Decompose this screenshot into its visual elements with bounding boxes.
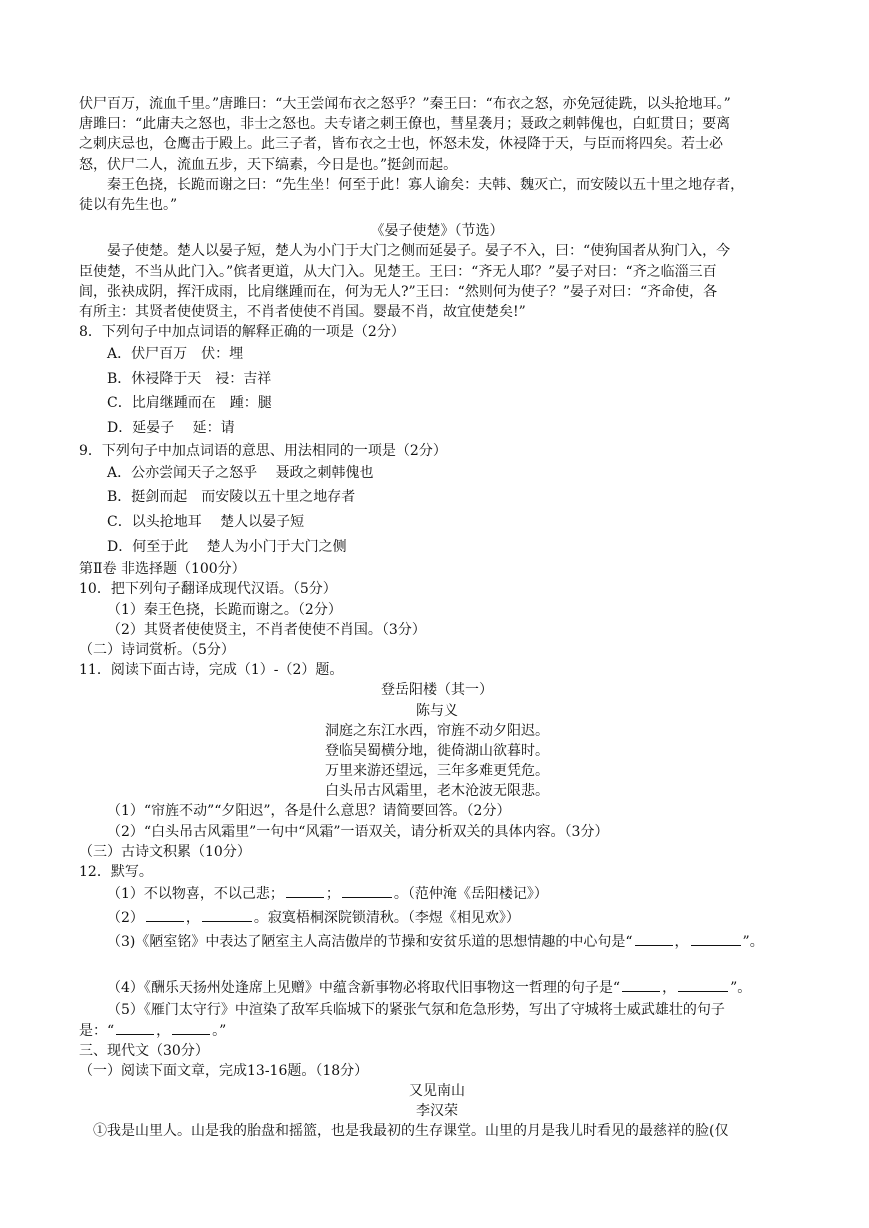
section-subtitle: （一）阅读下面文章，完成13-16题。（18分） bbox=[79, 1062, 369, 1079]
dictation-5: （5）《雁门太守行》中渲染了敌军兵临城下的紧张气氛和危急形势，写出了守城将士威武雄壮的句子 bbox=[107, 1002, 725, 1019]
passage-line: 伏尸百万，流血千里。”唐雎曰：“大王尝闻布衣之怒乎？”秦王曰：“布衣之怒，亦免冠徒跣，以头抢地耳。” bbox=[79, 96, 731, 112]
answer-blank[interactable] bbox=[172, 1020, 210, 1035]
poem-line: 洞庭之东江水西，帘旌不动夕阳迟。 bbox=[325, 722, 549, 739]
passage-line: 唐雎曰：“此庸夫之怒也，非士之怒也。夫专诸之刺王僚也，彗星袭月；聂政之刺韩傀也，白虹贯日；要离 bbox=[79, 116, 731, 133]
option-b: B．休祲降于天 祲：吉祥 bbox=[107, 370, 272, 387]
answer-blank[interactable] bbox=[286, 883, 324, 898]
poem bbox=[79, 680, 795, 842]
section-modern-text bbox=[79, 1041, 795, 1142]
option-b: B．挺剑而起 而安陵以五十里之地存者 bbox=[107, 489, 356, 506]
dictation-4: （4）《酬乐天扬州处逢席上见赠》中蕴含新事物必将取代旧事物这一哲理的句子是“ ， ”。 bbox=[79, 976, 795, 1000]
question-8 bbox=[79, 322, 795, 441]
passage-title: 《晏子使楚》（节选） bbox=[370, 223, 504, 240]
poem-line: 万里来游还望远，三年多难更凭危。 bbox=[325, 763, 549, 780]
poem-title: 登岳阳楼（其一） bbox=[381, 682, 493, 699]
part-title: 第Ⅱ卷 非选择题（100分） bbox=[79, 561, 246, 578]
poem-question-2: （2）“白头吊古风霜里”一句中“风霜”一语双关，请分析双关的具体内容。（3分） bbox=[107, 823, 609, 840]
passage-tang-ju bbox=[79, 94, 795, 215]
section-title: （二）诗词赏析。（5分） bbox=[79, 641, 235, 658]
passage-line: 秦王色挠，长跪而谢之曰：“先生坐！何至于此！寡人谕矣：夫韩、魏灭亡，而安陵以五十里之地存者， bbox=[107, 176, 745, 193]
option-c: C．以头抢地耳 楚人以晏子短 bbox=[107, 514, 305, 530]
question-10-1: （1）秦王色挠，长跪而谢之。（2分） bbox=[107, 601, 342, 618]
question-11: 11．阅读下面古诗，完成（1）-（2）题。 bbox=[79, 662, 344, 679]
option-c: C．比肩继踵而在 踵：腿 bbox=[107, 395, 272, 412]
answer-blank[interactable] bbox=[691, 931, 741, 946]
answer-blank[interactable] bbox=[146, 907, 184, 922]
exam-content bbox=[79, 94, 795, 1142]
poem-question-1: （1）“帘旌不动”“夕阳迟”，各是什么意思？请简要回答。（2分） bbox=[107, 803, 511, 820]
section-3 bbox=[79, 842, 795, 1041]
passage-line: 闾，张袂成阴，挥汗成雨，比肩继踵而在，何为无人?”王曰：“然则何为使子？”晏子对曰：“齐命使，各 bbox=[79, 283, 718, 300]
question-12: 12．默写。 bbox=[79, 864, 153, 880]
question-stem: 9．下列句子中加点词语的意思、用法相同的一项是（2分） bbox=[79, 442, 447, 459]
dictation-5-cont: 是：“ ， 。” bbox=[79, 1020, 795, 1040]
poem-line: 白头吊古风霜里，老木沧波无限悲。 bbox=[325, 783, 549, 800]
option-a: A．伏尸百万 伏：埋 bbox=[107, 346, 244, 363]
question-9 bbox=[79, 441, 795, 560]
section-title: 三、现代文（30分） bbox=[79, 1042, 209, 1059]
option-d: D．何至于此 楚人为小门于大门之侧 bbox=[107, 538, 347, 555]
question-10: 10．把下列句子翻译成现代汉语。（5分） bbox=[79, 581, 337, 598]
answer-blank[interactable] bbox=[116, 1020, 154, 1035]
question-10-2: （2）其贤者使使贤主，不肖者使使不肖国。（3分） bbox=[107, 621, 426, 638]
question-stem: 8．下列句子中加点词语的解释正确的一项是（2分） bbox=[79, 324, 405, 341]
article-author: 李汉荣 bbox=[416, 1103, 458, 1120]
answer-blank[interactable] bbox=[202, 907, 252, 922]
passage-line: 臣使楚，不当从此门入。”傧者更道，从大门入。见楚王。王曰：“齐无人耶？”晏子对曰：“齐之临淄三百 bbox=[79, 263, 717, 280]
dictation-2: （2） ， 。寂寞梧桐深院锁清秋。（李煜《相见欢》） bbox=[79, 906, 795, 930]
passage-line: 怒，伏尸二人，流血五步，天下缟素，今日是也。”挺剑而起。 bbox=[79, 156, 458, 173]
passage-yanzi bbox=[79, 221, 795, 322]
poem-author: 陈与义 bbox=[416, 702, 458, 719]
article-paragraph: ①我是山里人。山是我的胎盘和摇篮，也是我最初的生存课堂。山里的月是我儿时看见的最慈祥的脸(仅 bbox=[93, 1123, 729, 1140]
option-d: D．延晏子 延：请 bbox=[107, 420, 235, 437]
answer-blank[interactable] bbox=[678, 977, 728, 992]
answer-blank[interactable] bbox=[622, 977, 660, 992]
passage-line: 之刺庆忌也，仓鹰击于殿上。此三子者，皆布衣之士也，怀怒未发，休祲降于天，与臣而将四矣。若士必 bbox=[79, 136, 723, 153]
dictation-1: （1）不以物喜，不以己悲； ； 。（范仲淹《岳阳楼记》） bbox=[79, 882, 795, 906]
poem-line: 登临吴蜀横分地，徙倚湖山欲暮时。 bbox=[325, 742, 549, 759]
part-2 bbox=[79, 559, 795, 680]
passage-line: 有所主：其贤者使使贤主，不肖者使使不肖国。婴最不肖，故宜使楚矣!” bbox=[79, 303, 526, 320]
article-title: 又见南山 bbox=[409, 1082, 465, 1099]
answer-blank[interactable] bbox=[635, 931, 673, 946]
answer-blank[interactable] bbox=[342, 883, 392, 898]
passage-line: 晏子使楚。楚人以晏子短，楚人为小门于大门之侧而延晏子。晏子不入，曰：“使狗国者从狗门入，今 bbox=[107, 243, 731, 260]
dictation-3: （3)《陋室铭》中表达了陋室主人高洁傲岸的节操和安贫乐道的思想情趣的中心句是“ ， ”。 bbox=[79, 930, 795, 954]
passage-line: 徒以有先生也。” bbox=[79, 196, 178, 213]
option-a: A．公亦尝闻天子之怒乎 聂政之刺韩傀也 bbox=[107, 464, 374, 481]
section-title: （三）古诗文积累（10分） bbox=[79, 843, 251, 860]
